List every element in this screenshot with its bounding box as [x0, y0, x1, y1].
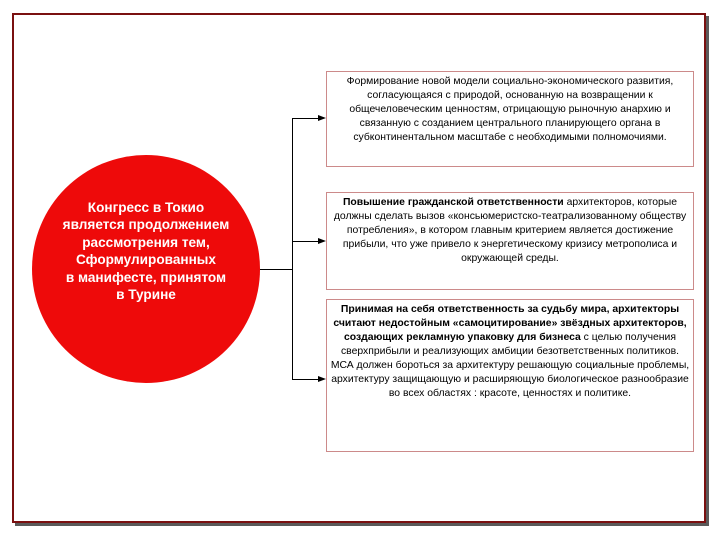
connector-main	[260, 269, 293, 270]
arrow-bottom-icon	[318, 376, 326, 382]
connector-vertical	[292, 118, 293, 380]
responsibility-box	[326, 192, 694, 290]
responsibility-heading: Повышение гражданской ответственности	[342, 197, 564, 208]
world-responsibility-box	[326, 299, 694, 452]
connector-middle	[292, 241, 319, 242]
connector-bottom	[292, 379, 319, 380]
arrow-middle-icon	[318, 238, 326, 244]
world-responsibility-heading: Принимая на себя ответственность за судьбу мира, архитекторы считают недостойным «самоцитирование» звёздных архитекторов, создающих рекламную упаковку для бизнеса	[333, 304, 687, 343]
model-box	[326, 71, 694, 167]
connector-top	[292, 118, 319, 119]
congress-circle	[32, 155, 260, 383]
circle-text: Конгресс в Токио является продолжением рассмотрения тем, Сформулированных в манифесте, принятом в Турине	[62, 199, 230, 302]
world-responsibility-text: с целью получения сверхприбыли и реализующих амбиции безответственных политиков. МСА должен бороться за архитектуру решающую социальные проблемы, архитектуру защищающую и расширяющую биологическое разнообразие во всех областях : красоте, ценностях и политике.	[330, 332, 690, 399]
model-text: Формирование новой модели социально-экономического развития, согласующаяся с природой, основанную на возвращении к общечеловеческим ценностям, отрицающую рыночную анархию и связанную с созданием центрального планирующего органа в субконтинентальном масштабе с необходимыми полномочиями.	[346, 76, 674, 143]
arrow-top-icon	[318, 115, 326, 121]
responsibility-text: архитекторов, которые должны сделать вызов «консьюмеристско-театрализованному обществу потребления», в котором главным критерием является достижение прибыли, что уже привело к энергетическому кризису метрополиса и окружающей среды.	[333, 197, 687, 264]
